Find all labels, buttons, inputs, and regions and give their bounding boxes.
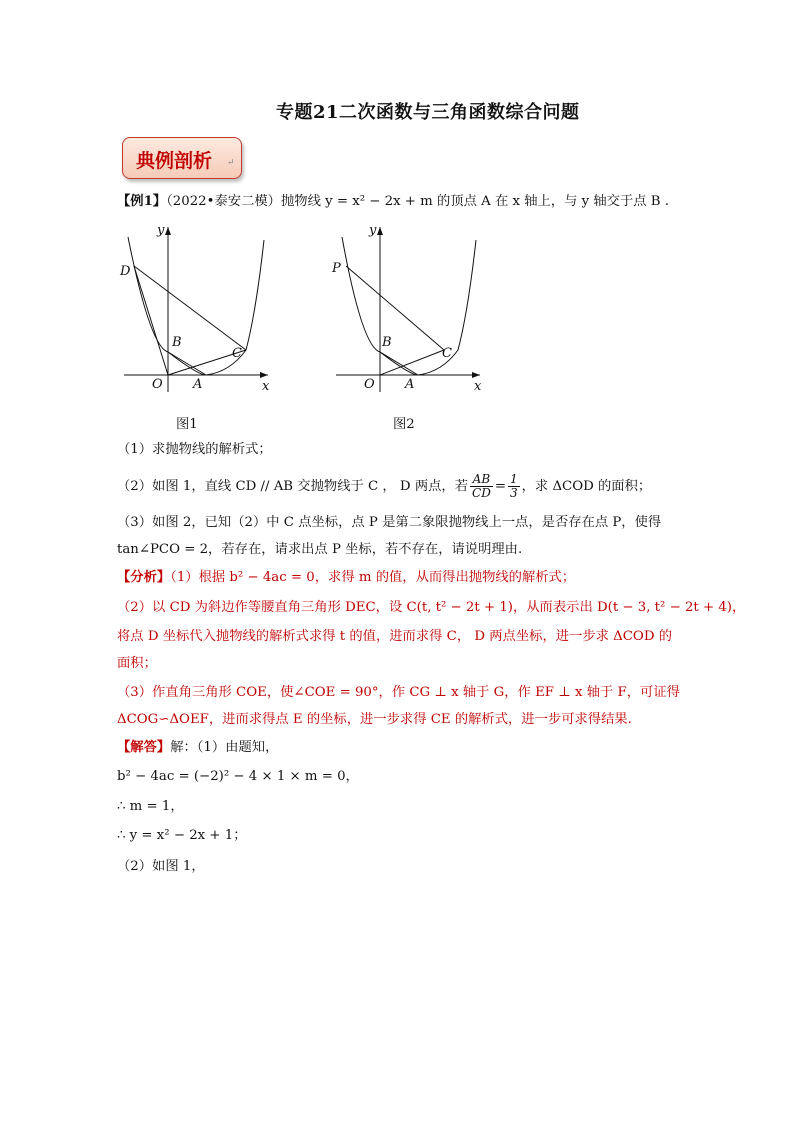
example-text: （2022•泰安二模）抛物线 y = x² − 2x + m 的顶点 A 在 x 轴上，与 y 轴交于点 B .	[166, 194, 669, 209]
analysis-line-1	[117, 568, 575, 588]
equals-sign: =	[494, 479, 506, 494]
page-title: 专题21二次函数与三角函数综合问题	[276, 102, 580, 123]
label-c: C	[232, 346, 242, 361]
answer-line-1	[117, 738, 278, 758]
figure-2	[322, 222, 492, 397]
question-2-tail: ，求 ΔCOD 的面积；	[521, 479, 652, 494]
answer-line-3: ∴ m = 1，	[117, 799, 184, 814]
section-badge	[122, 137, 242, 179]
analysis-line-6: ΔCOG∽ΔOEF，进而求得点 E 的坐标，进一步求得 CE 的解析式，进一步可求得结果.	[117, 712, 632, 727]
answer-line-4: ∴ y = x² − 2x + 1；	[117, 828, 247, 843]
answer-line-2: b² − 4ac = (−2)² − 4 × 1 × m = 0，	[117, 769, 359, 784]
analysis-line-2: （2）以 CD 为斜边作等腰直角三角形 DEC，设 C(t, t² − 2t + 1)，从而表示出 D(t − 3, t² − 2t + 4)，	[117, 600, 746, 615]
analysis-line-5: （3）作直角三角形 COE，使∠COE = 90°，作 CG ⊥ x 轴于 G，作 EF ⊥ x 轴于 F，可证得	[117, 685, 680, 700]
segment-ab	[380, 352, 418, 375]
label-d: D	[120, 264, 131, 279]
fraction-numerator: AB	[470, 473, 493, 487]
label-c: C	[442, 346, 452, 361]
label-a: A	[405, 377, 415, 392]
figure-2-caption: 图2	[393, 417, 415, 432]
answer-label: 【解答】	[117, 740, 171, 755]
answer-line-5: （2）如图 1，	[117, 859, 205, 874]
label-x: x	[262, 379, 270, 394]
question-1: （1）求抛物线的解析式；	[117, 442, 272, 457]
label-b: B	[382, 335, 392, 350]
question-2-text: （2）如图 1，直线 CD // AB 交抛物线于 C ， D 两点，若	[117, 479, 469, 494]
analysis-line-4: 面积；	[117, 656, 157, 671]
figure-1-caption: 图1	[176, 417, 198, 432]
label-p: P	[332, 261, 341, 276]
parabola	[342, 237, 476, 375]
analysis-label: 【分析】	[117, 570, 171, 585]
segment-od	[134, 266, 168, 375]
label-x: x	[474, 379, 482, 394]
question-3-line-2: tan∠PCO = 2，若存在，请求出点 P 坐标，若不存在，请说明理由.	[117, 542, 523, 557]
question-2	[117, 473, 651, 500]
analysis-line-3: 将点 D 坐标代入抛物线的解析式求得 t 的值，进而求得 C， D 两点坐标，进一步求 ΔCOD 的	[117, 629, 673, 644]
fraction-one-third	[508, 473, 520, 500]
label-o: O	[364, 377, 375, 392]
figure-1	[110, 222, 280, 397]
segment-pc	[346, 266, 444, 350]
y-axis-arrow-icon	[377, 227, 383, 235]
paragraph-mark-icon: ↵	[227, 158, 235, 168]
label-y: y	[369, 223, 377, 238]
label-b: B	[172, 335, 182, 350]
badge-label: 典例剖析	[136, 150, 213, 172]
example-line	[117, 192, 669, 212]
label-o: O	[152, 377, 163, 392]
y-axis-arrow-icon	[165, 227, 171, 235]
label-a: A	[193, 377, 203, 392]
segment-ab	[168, 352, 206, 375]
question-3-line-1: （3）如图 2，已知（2）中 C 点坐标，点 P 是第二象限抛物线上一点，是否存在点 P，使得	[117, 515, 662, 530]
fraction-denominator: CD	[472, 486, 491, 500]
answer-text-1: 解：（1）由题知，	[170, 740, 279, 755]
x-axis-arrow-icon	[472, 372, 480, 378]
example-label: 【例1】	[117, 194, 167, 209]
x-axis-arrow-icon	[260, 372, 268, 378]
segment-dc	[134, 266, 246, 350]
fraction-ab-cd	[470, 473, 493, 500]
parabola	[128, 237, 264, 375]
fraction-denominator: 3	[509, 486, 518, 500]
label-y: y	[157, 223, 165, 238]
analysis-text-1: （1）根据 b² − 4ac = 0，求得 m 的值，从而得出抛物线的解析式；	[170, 570, 576, 585]
fraction-numerator: 1	[509, 472, 518, 486]
